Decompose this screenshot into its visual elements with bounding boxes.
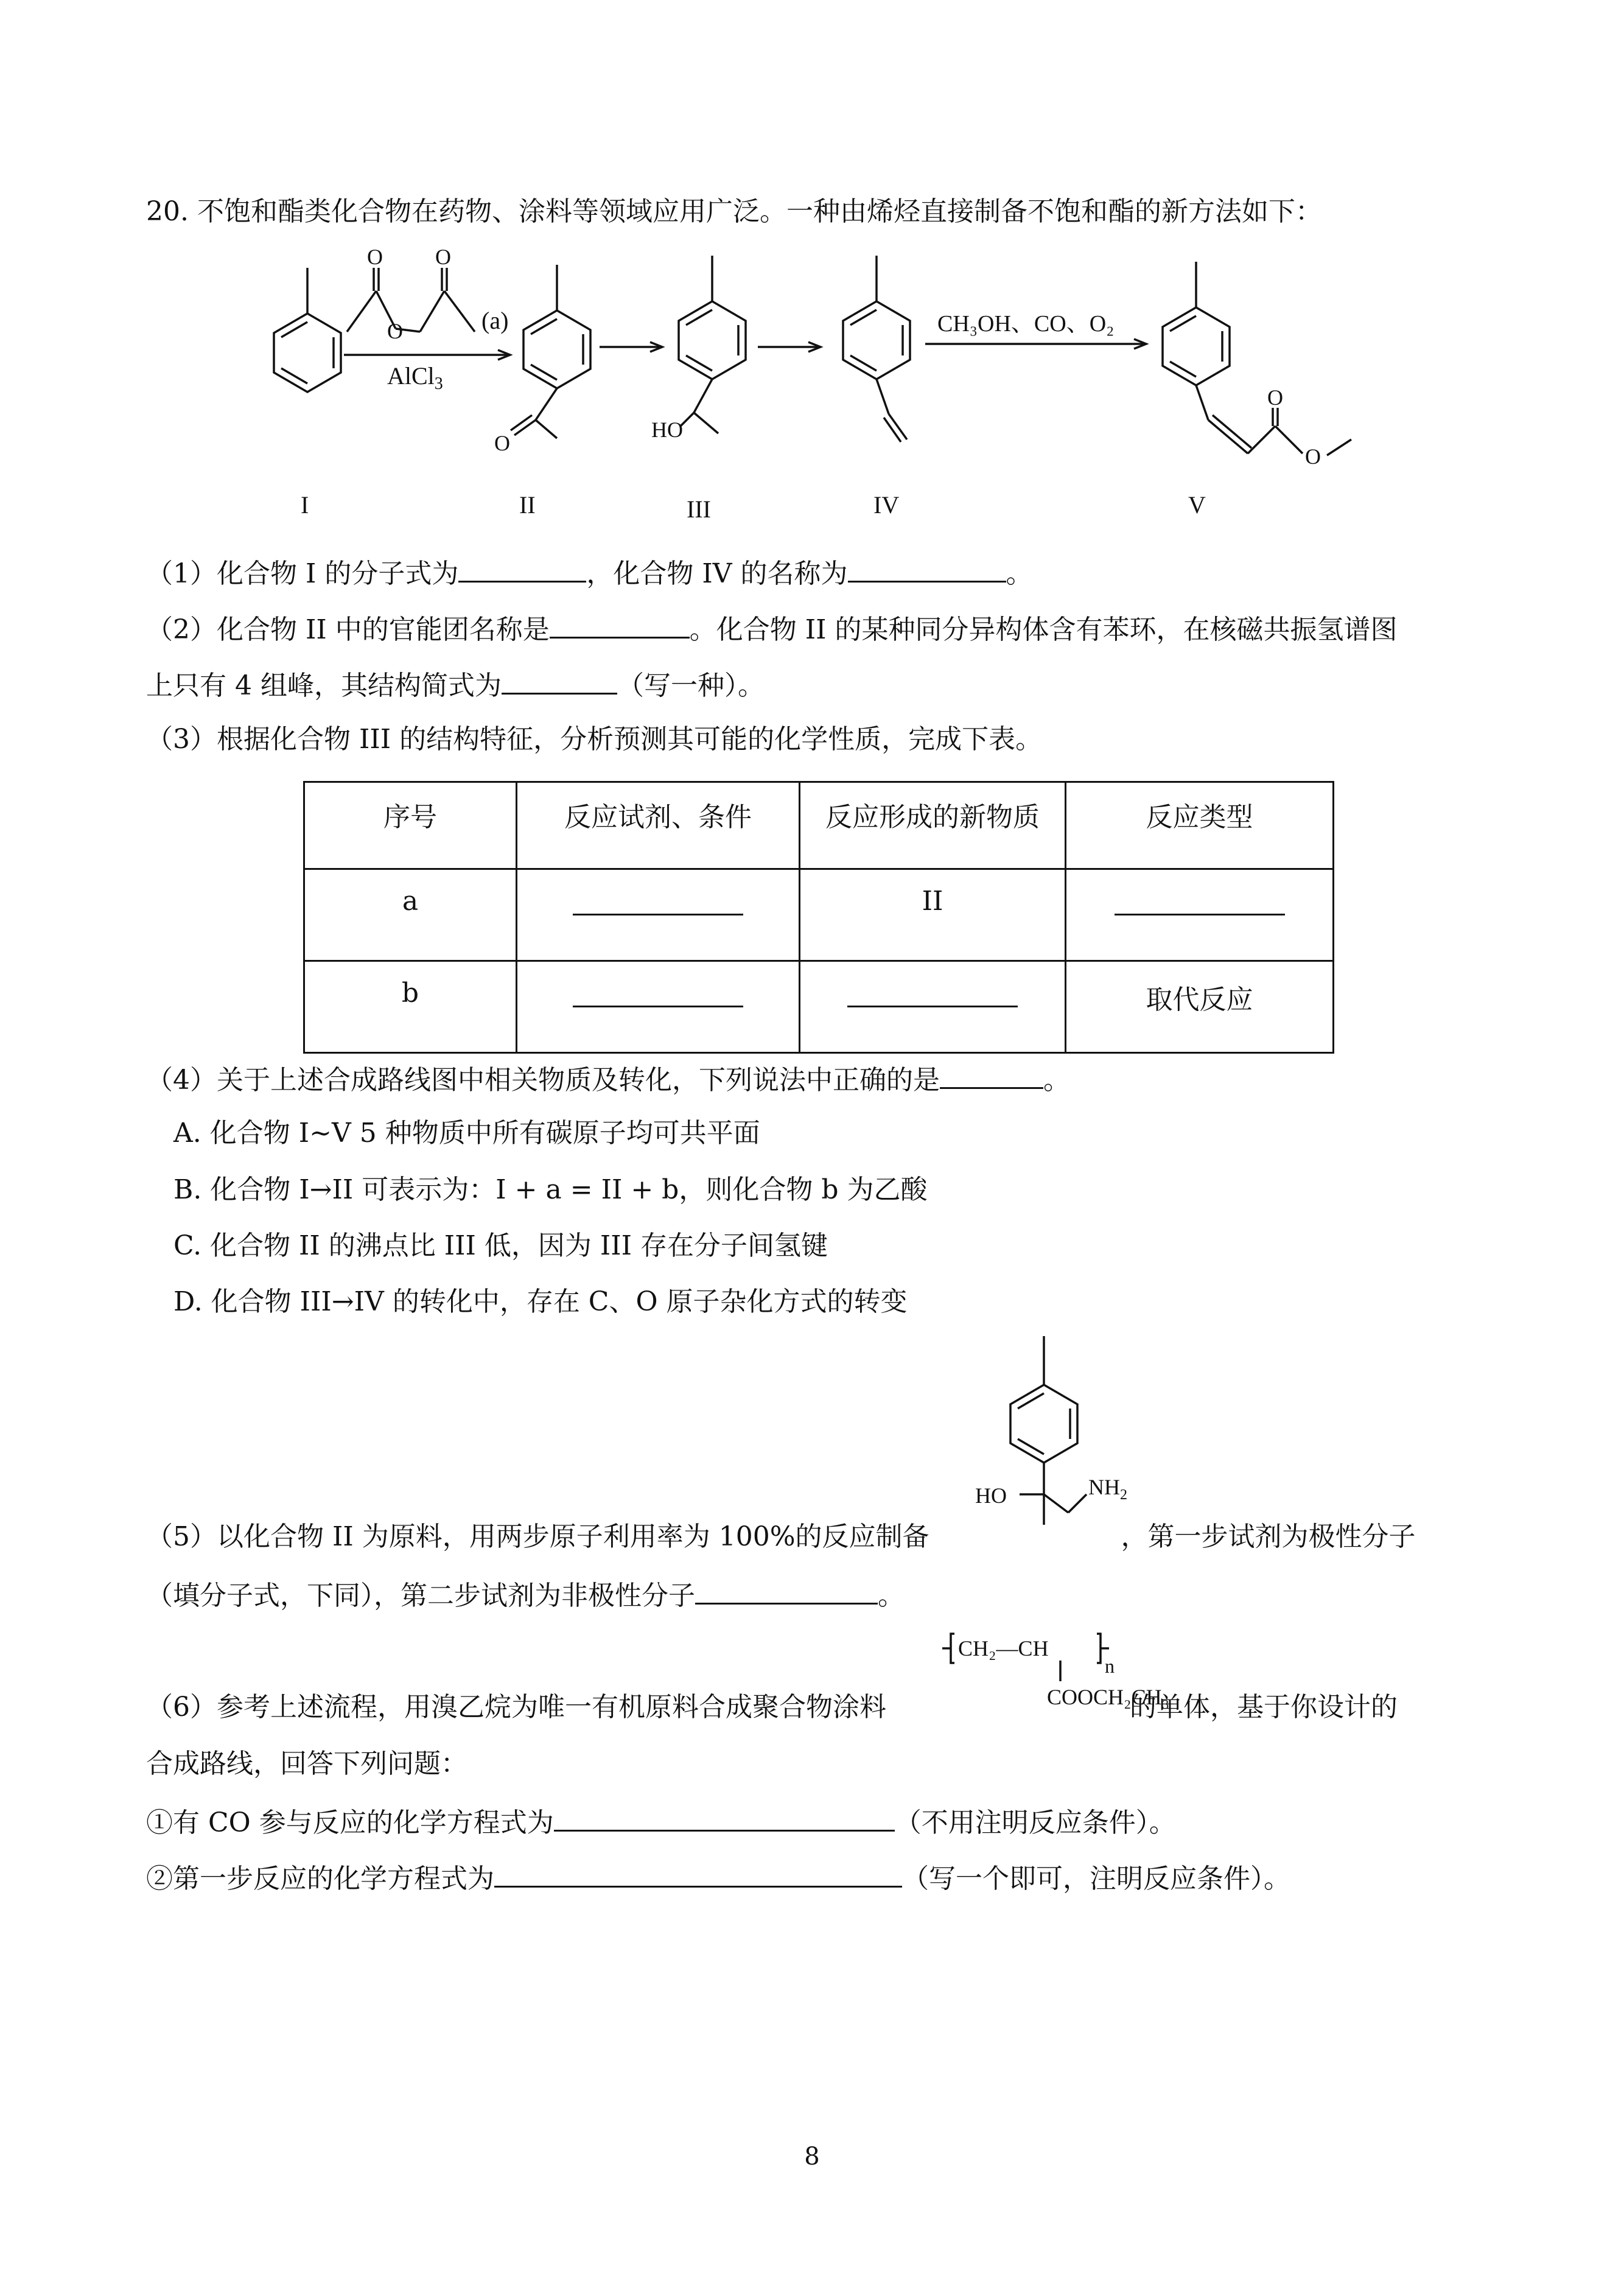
row-id: a — [304, 869, 517, 961]
q6-line2: 合成路线，回答下列问题： — [146, 1748, 467, 1779]
polymer-sidechain: COOCH₂CH₃ — [1047, 1685, 1170, 1709]
table-row — [304, 869, 1334, 961]
anhydride-o1: O — [367, 245, 383, 269]
q4-option-b: B. 化合物 I→II 可表示为：I + a = II + b，则化合物 b 为乙酸 — [173, 1174, 928, 1205]
q5-ho: HO — [975, 1483, 1007, 1508]
q2-line1: （2）化合物 II 中的官能团名称是 。化合物 II 的某种同分异构体含有苯环，在核磁共振氢谱图 — [146, 609, 1397, 648]
label-III: III — [687, 495, 711, 523]
header-cell: 序号 — [304, 782, 517, 869]
q6-sub2: ②第一步反应的化学方程式为 （写一个即可，注明反应条件）。 — [146, 1858, 1290, 1897]
label-V: V — [1188, 491, 1206, 519]
anhydride-o: O — [387, 319, 403, 343]
q5-blank[interactable] — [695, 1575, 878, 1605]
product-cell: II — [800, 869, 1066, 961]
reagent-cell — [517, 961, 800, 1053]
type-blank[interactable] — [1115, 886, 1285, 915]
header-cell: 反应类型 — [1066, 782, 1334, 869]
q4-option-d: D. 化合物 III→IV 的转化中，存在 C、O 原子杂化方式的转变 — [173, 1286, 908, 1317]
table-header-row — [304, 782, 1334, 869]
q4-text: （4）关于上述合成路线图中相关物质及转化，下列说法中正确的是 。 — [146, 1059, 1070, 1099]
q2-blank-2[interactable] — [502, 665, 617, 695]
type-cell: 取代反应 — [1066, 961, 1334, 1053]
q5-nh2: $NH_2$ — [1088, 1475, 1127, 1503]
label-I: I — [301, 491, 309, 519]
q2-line2: 上只有 4 组峰，其结构简式为 （写一种）。 — [146, 665, 765, 704]
page-number: 8 — [804, 2143, 820, 2171]
row-id: b — [304, 961, 517, 1053]
reaction-scheme — [0, 243, 1624, 548]
ketone-o: O — [494, 431, 510, 455]
product-blank[interactable] — [847, 978, 1018, 1007]
hydroxyl-label: HO — [651, 418, 683, 442]
reagent-condition: AlCl$_3$ — [387, 362, 443, 393]
header-cell: 反应形成的新物质 — [800, 782, 1066, 869]
q6-line1: （6）参考上述流程，用溴乙烷为唯一有机原料合成聚合物涂料 的单体，基于你设计的 — [146, 1692, 1398, 1723]
polymer-n: n — [1105, 1655, 1115, 1677]
ester-o: O — [1305, 444, 1321, 469]
step4-condition: CH₃OH、CO、O₂ — [937, 311, 1115, 337]
polymer-backbone: CH₂—CH — [958, 1636, 1049, 1661]
reagent-blank[interactable] — [573, 978, 743, 1007]
q6-blank-2[interactable] — [494, 1858, 902, 1888]
q4-option-a: A. 化合物 I~V 5 种物质中所有碳原子均可共平面 — [173, 1118, 760, 1149]
type-cell — [1066, 869, 1334, 961]
q4-option-c: C. 化合物 II 的沸点比 III 低，因为 III 存在分子间氢键 — [173, 1230, 828, 1261]
q6-blank-1[interactable] — [554, 1802, 895, 1832]
q1-blank-2[interactable] — [848, 553, 1006, 583]
ester-o-top: O — [1267, 385, 1283, 410]
reagent-blank[interactable] — [573, 886, 743, 915]
q6-sub1: ①有 CO 参与反应的化学方程式为 （不用注明反应条件）。 — [146, 1802, 1176, 1841]
q1: （1）化合物 I 的分子式为 ，化合物 IV 的名称为 。 — [146, 553, 1033, 592]
reagent-label: (a) — [481, 307, 509, 334]
header-cell: 反应试剂、条件 — [517, 782, 800, 869]
q5-line1: （5）以化合物 II 为原料，用两步原子利用率为 100%的反应制备 ，第一步试剂为极性分子 — [146, 1521, 1416, 1552]
q5-line2: （填分子式，下同），第二步试剂为非极性分子 。 — [146, 1575, 905, 1614]
label-IV: IV — [873, 491, 900, 519]
table-row — [304, 961, 1334, 1053]
anhydride-o2: O — [435, 245, 451, 269]
q4-blank[interactable] — [940, 1059, 1043, 1089]
product-cell — [800, 961, 1066, 1053]
q1-blank-1[interactable] — [458, 553, 586, 583]
question-intro: 20. 不饱和酯类化合物在药物、涂料等领域应用广泛。一种由烯烃直接制备不饱和酯的新方法如下： — [146, 196, 1322, 227]
label-II: II — [519, 491, 536, 519]
q3-text: （3）根据化合物 III 的结构特征，分析预测其可能的化学性质，完成下表。 — [146, 724, 1043, 755]
q2-blank-1[interactable] — [550, 609, 690, 639]
reagent-cell — [517, 869, 800, 961]
properties-table — [303, 781, 1334, 1054]
